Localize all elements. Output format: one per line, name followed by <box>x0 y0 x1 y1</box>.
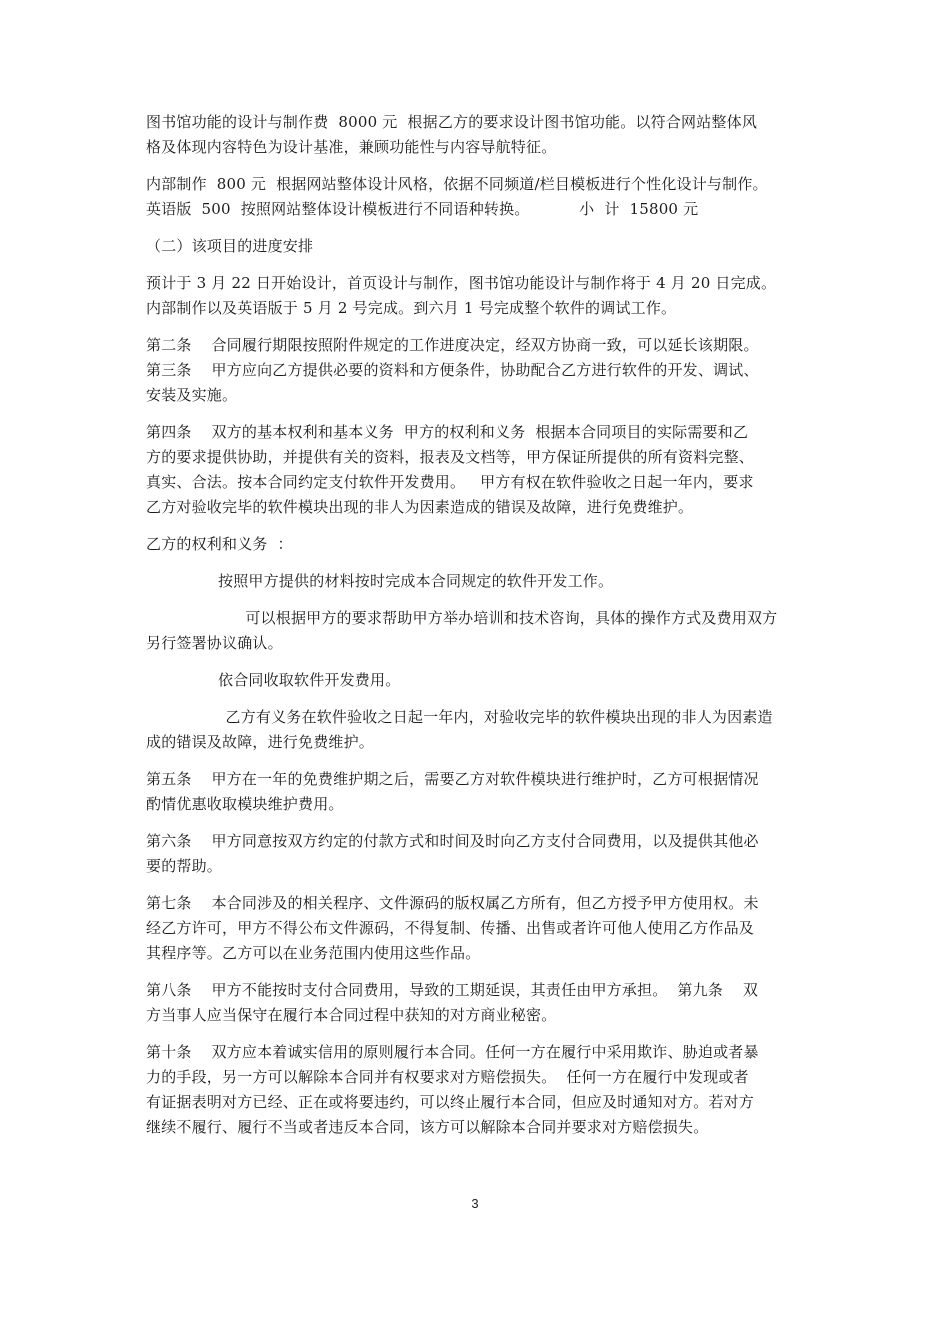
text-line: 酌情优惠收取模块维护费用。 <box>146 795 344 813</box>
paragraph <box>146 271 810 321</box>
text-line: （二）该项目的进度安排 <box>146 237 314 255</box>
text-line: 乙方有义务在软件验收之日起一年内，对验收完毕的软件模块出现的非人为因素造 <box>146 708 773 726</box>
text-line: 方当事人应当保守在履行本合同过程中获知的对方商业秘密。 <box>146 1006 557 1024</box>
text-line: 第八条 甲方不能按时支付合同费用，导致的工期延误，其责任由甲方承担。 第九条 双 <box>146 981 759 999</box>
text-line: 要的帮助。 <box>146 857 223 875</box>
text-line: 第三条 甲方应向乙方提供必要的资料和方便条件，协助配合乙方进行软件的开发、调试、 <box>146 361 759 379</box>
text-line: 第十条 双方应本着诚实信用的原则履行本合同。任何一方在履行中采用欺诈、胁迫或者暴 <box>146 1043 759 1061</box>
text-line: 另行签署协议确认。 <box>146 634 283 652</box>
text-line: 成的错误及故障，进行免费维护。 <box>146 733 375 751</box>
text-line: 真实、合法。按本合同约定支付软件开发费用。 甲方有权在软件验收之日起一年内，要求 <box>146 473 754 491</box>
text-line: 第七条 本合同涉及的相关程序、文件源码的版权属乙方所有，但乙方授予甲方使用权。未 <box>146 894 759 912</box>
paragraph <box>146 978 810 1028</box>
text-line: 按照甲方提供的材料按时完成本合同规定的软件开发工作。 <box>218 572 614 590</box>
paragraph <box>146 606 810 656</box>
paragraph <box>146 569 810 594</box>
paragraph <box>146 234 810 259</box>
text-line: 格及体现内容特色为设计基准，兼顾功能性与内容导航特征。 <box>146 138 557 156</box>
text-line: 继续不履行、履行不当或者违反本合同，该方可以解除本合同并要求对方赔偿损失。 <box>146 1118 709 1136</box>
text-line: 可以根据甲方的要求帮助甲方举办培训和技术咨询，具体的操作方式及费用双方 <box>146 609 778 627</box>
text-line: 乙方对验收完毕的软件模块出现的非人为因素造成的错误及故障，进行免费维护。 <box>146 498 694 516</box>
text-line: 第二条 合同履行期限按照附件规定的工作进度决定，经双方协商一致，可以延长该期限。 <box>146 336 759 354</box>
text-line: 第六条 甲方同意按双方约定的付款方式和时间及时向乙方支付合同费用，以及提供其他必 <box>146 832 759 850</box>
text-line: 安装及实施。 <box>146 386 238 404</box>
text-line: 经乙方许可，甲方不得公布文件源码，不得复制、传播、出售或者许可他人使用乙方作品及 <box>146 919 755 937</box>
text-line: 图书馆功能的设计与制作费 8000 元 根据乙方的要求设计图书馆功能。以符合网站整体风 <box>146 113 758 131</box>
text-line: 其程序等。乙方可以在业务范围内使用这些作品。 <box>146 944 481 962</box>
text-line: 第四条 双方的基本权利和基本义务 甲方的权利和义务 根据本合同项目的实际需要和乙 <box>146 423 749 441</box>
text-line: 依合同收取软件开发费用。 <box>218 671 401 689</box>
text-line: 第五条 甲方在一年的免费维护期之后，需要乙方对软件模块进行维护时，乙方可根据情况 <box>146 770 759 788</box>
paragraph <box>146 333 810 408</box>
paragraph <box>146 110 810 160</box>
paragraph <box>146 420 810 520</box>
text-line: 有证据表明对方已经、正在或将要违约，可以终止履行本合同，但应及时通知对方。若对方 <box>146 1093 755 1111</box>
paragraph <box>146 829 810 879</box>
text-line: 内部制作 800 元 根据网站整体设计风格，依据不同频道/栏目模板进行个性化设计与制作。 <box>146 175 768 193</box>
document-body <box>146 110 810 1152</box>
paragraph <box>146 1040 810 1140</box>
text-line: 乙方的权利和义务 ： <box>146 535 293 553</box>
page-number: 3 <box>471 1196 479 1211</box>
text-line: 预计于 3 月 22 日开始设计，首页设计与制作，图书馆功能设计与制作将于 4 月 20 日完成。 <box>146 274 777 292</box>
paragraph <box>146 172 810 222</box>
paragraph <box>146 668 810 693</box>
text-line: 力的手段，另一方可以解除本合同并有权要求对方赔偿损失。 任何一方在履行中发现或者 <box>146 1068 749 1086</box>
paragraph <box>146 532 810 557</box>
paragraph <box>146 705 810 755</box>
paragraph <box>146 891 810 966</box>
text-line: 英语版 500 按照网站整体设计模板进行不同语种转换。 小 计 15800 元 <box>146 200 699 218</box>
text-line: 方的要求提供协助，并提供有关的资料，报表及文档等，甲方保证所提供的所有资料完整、 <box>146 448 755 466</box>
paragraph <box>146 767 810 817</box>
text-line: 内部制作以及英语版于 5 月 2 号完成。到六月 1 号完成整个软件的调试工作。 <box>146 299 677 317</box>
